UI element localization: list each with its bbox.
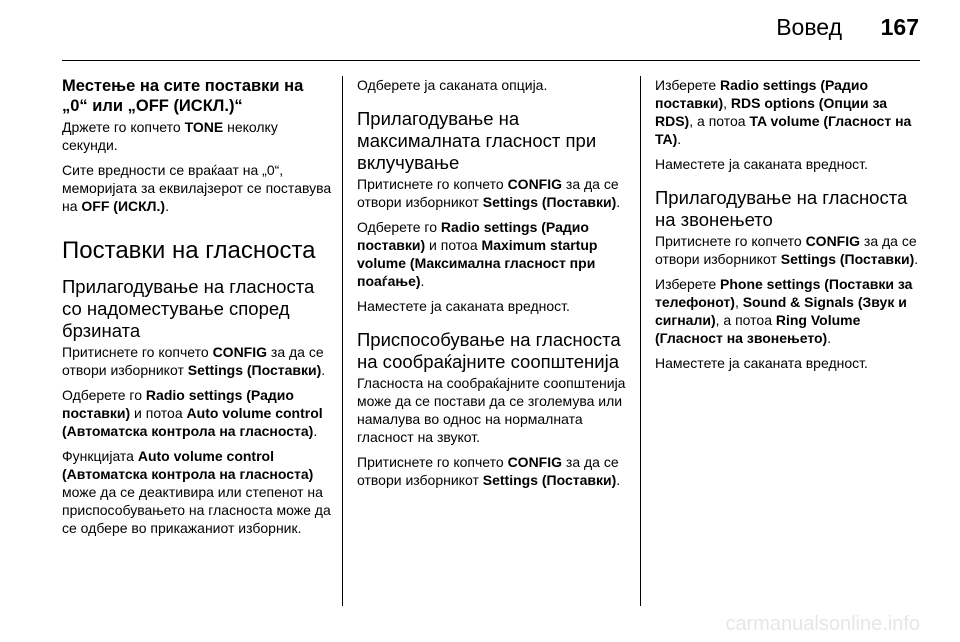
paragraph: Одберете го Radio settings (Радио поставки) и потоа Auto volume control (Автоматска контрола на гласноста). [62,387,323,439]
heading-traffic-announcements: Приспособување на гласноста на сообраќајните соопштенија [357,329,621,372]
paragraph: Гласноста на сообраќајните соопштенија може да се постави да се зголемува или намалува во однос на нормалната гласност на звукот. [357,375,626,445]
paragraph: Изберете Radio settings (Радио поставки), RDS options (Опции за RDS), а потоа TA volume (Гласност на TA). [655,77,912,147]
paragraph: Притиснете го копчето CONFIG за да се отвори изборникот Settings (Поставки). [62,344,326,378]
header-divider [62,60,920,61]
paragraph: Одберете ја саканата опција. [357,77,548,93]
paragraph: Наместете ја саканата вредност. [655,156,868,172]
paragraph: Притиснете го копчето CONFIG за да се отвори изборникот Settings (Поставки). [357,454,621,488]
column-1 [62,76,332,544]
paragraph: Сите вредности се враќаат на „0“, меморијата за еквилајзерот се поставува на OFF (ИСКЛ.). [62,162,332,214]
heading-ring-volume: Прилагодување на гласноста на звонењето [655,187,908,230]
heading-speed-volume: Прилагодување на гласноста со надоместување според брзината [62,276,315,341]
paragraph: Држете го копчето TONE неколку секунди. [62,119,278,153]
paragraph: Наместете ја саканата вредност. [655,355,868,371]
paragraph: Притиснете го копчето CONFIG за да се отвори изборникот Settings (Поставки). [655,233,919,267]
column-3 [655,76,925,379]
paragraph: Одберете го Radio settings (Радио поставки) и потоа Maximum startup volume (Максимална гласност при поаѓање). [357,219,598,289]
paragraph: Изберете Phone settings (Поставки за телефонот), Sound & Signals (Звук и сигнали), а потоа Ring Volume (Гласност на звонењето). [655,276,913,346]
column-divider-1 [342,76,343,606]
watermark: carmanualsonline.info [725,613,920,635]
column-divider-2 [640,76,641,606]
paragraph: Наместете ја саканата вредност. [357,298,570,314]
page-header-title: Вовед [776,14,842,40]
column-2 [357,76,627,496]
paragraph: Функцијата Auto volume control (Автоматска контрола на гласноста) може да се деактивира или степенот на приспособувањето на гласноста може да се одбере во прикажаниот изборник. [62,448,331,536]
section-title-volume-settings: Поставки на гласноста [62,237,316,264]
heading-max-startup-volume: Прилагодување на максималната гласност при вклучување [357,108,597,173]
heading-reset-settings: Местење на сите поставки на „0“ или „OFF (ИСКЛ.)“ [62,77,304,115]
paragraph: Притиснете го копчето CONFIG за да се отвори изборникот Settings (Поставки). [357,176,621,210]
page-number: 167 [880,14,919,40]
